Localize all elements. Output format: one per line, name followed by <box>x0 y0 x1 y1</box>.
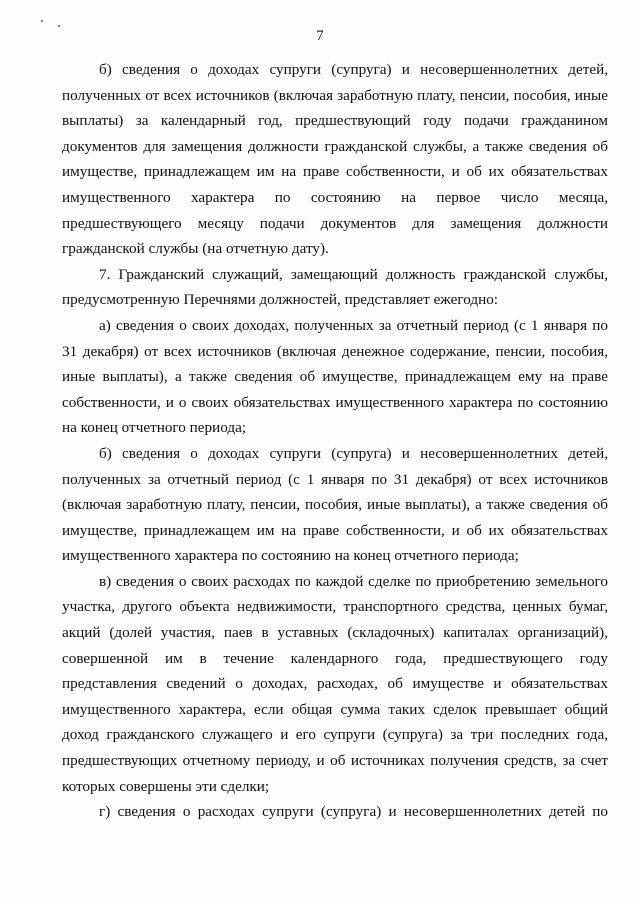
paragraph-a: а) сведения о своих доходах, полученных за отчетный период (с 1 января по 31 декабря) от всех источников (включая денежное содержание, пенсии, пособия, иные выплаты), а также сведения об имуществе, принадлежащем ему на праве собственности, и о своих обязательствах имущественного характера по состоянию на конец отчетного периода; <box>62 316 608 437</box>
paragraph-g: г) сведения о расходах супруги (супруга) и несовершеннолетних детей по <box>99 803 608 821</box>
page-number: 7 <box>316 28 324 44</box>
scan-speck <box>41 20 43 22</box>
paragraph-v: в) сведения о своих расходах по каждой сделке по приобретению земельного участка, другого объекта недвижимости, транспортного средства, ценных бумаг, акций (долей участия, паев в уставных (складочных) капиталах организаций), совершенной им в течение календарного года, предшествующего году представления сведений о доходах, расходах, об имуществе и обязательствах имущественного характера, если общая сумма таких сделок превышает общий доход гражданского служащего и его супруги (супруга) за три последних года, предшествующих отчетному периоду, и об источниках получения средств, за счет которых совершены эти сделки; <box>62 572 608 795</box>
paragraph-7: 7. Гражданский служащий, замещающий должность гражданской службы, предусмотренную Перечнями должностей, представляет ежегодно: <box>62 265 608 309</box>
scan-speck <box>58 25 60 27</box>
paragraph-b: б) сведения о доходах супруги (супруга) и несовершеннолетних детей, полученных за отчетный период (с 1 января по 31 декабря) от всех источников (включая заработную плату, пенсии, пособия, иные выплаты), а также сведения об имуществе, принадлежащем им на праве собственности, и об их обязательствах имущественного характера по состоянию на конец отчетного периода; <box>62 444 608 565</box>
paragraph-b-prev: б) сведения о доходах супруги (супруга) и несовершеннолетних детей, полученных от всех источников (включая заработную плату, пенсии, пособия, иные выплаты) за календарный год, предшествующий году подачи гражданином документов для замещения должности гражданской службы, а также сведения об имуществе, принадлежащем им на праве собственности, и об их обязательствах имущественного характера по состоянию на первое число месяца, предшествующего месяцу подачи документов для замещения должности гражданской службы (на отчетную дату). <box>62 61 608 258</box>
document-body <box>62 57 608 825</box>
